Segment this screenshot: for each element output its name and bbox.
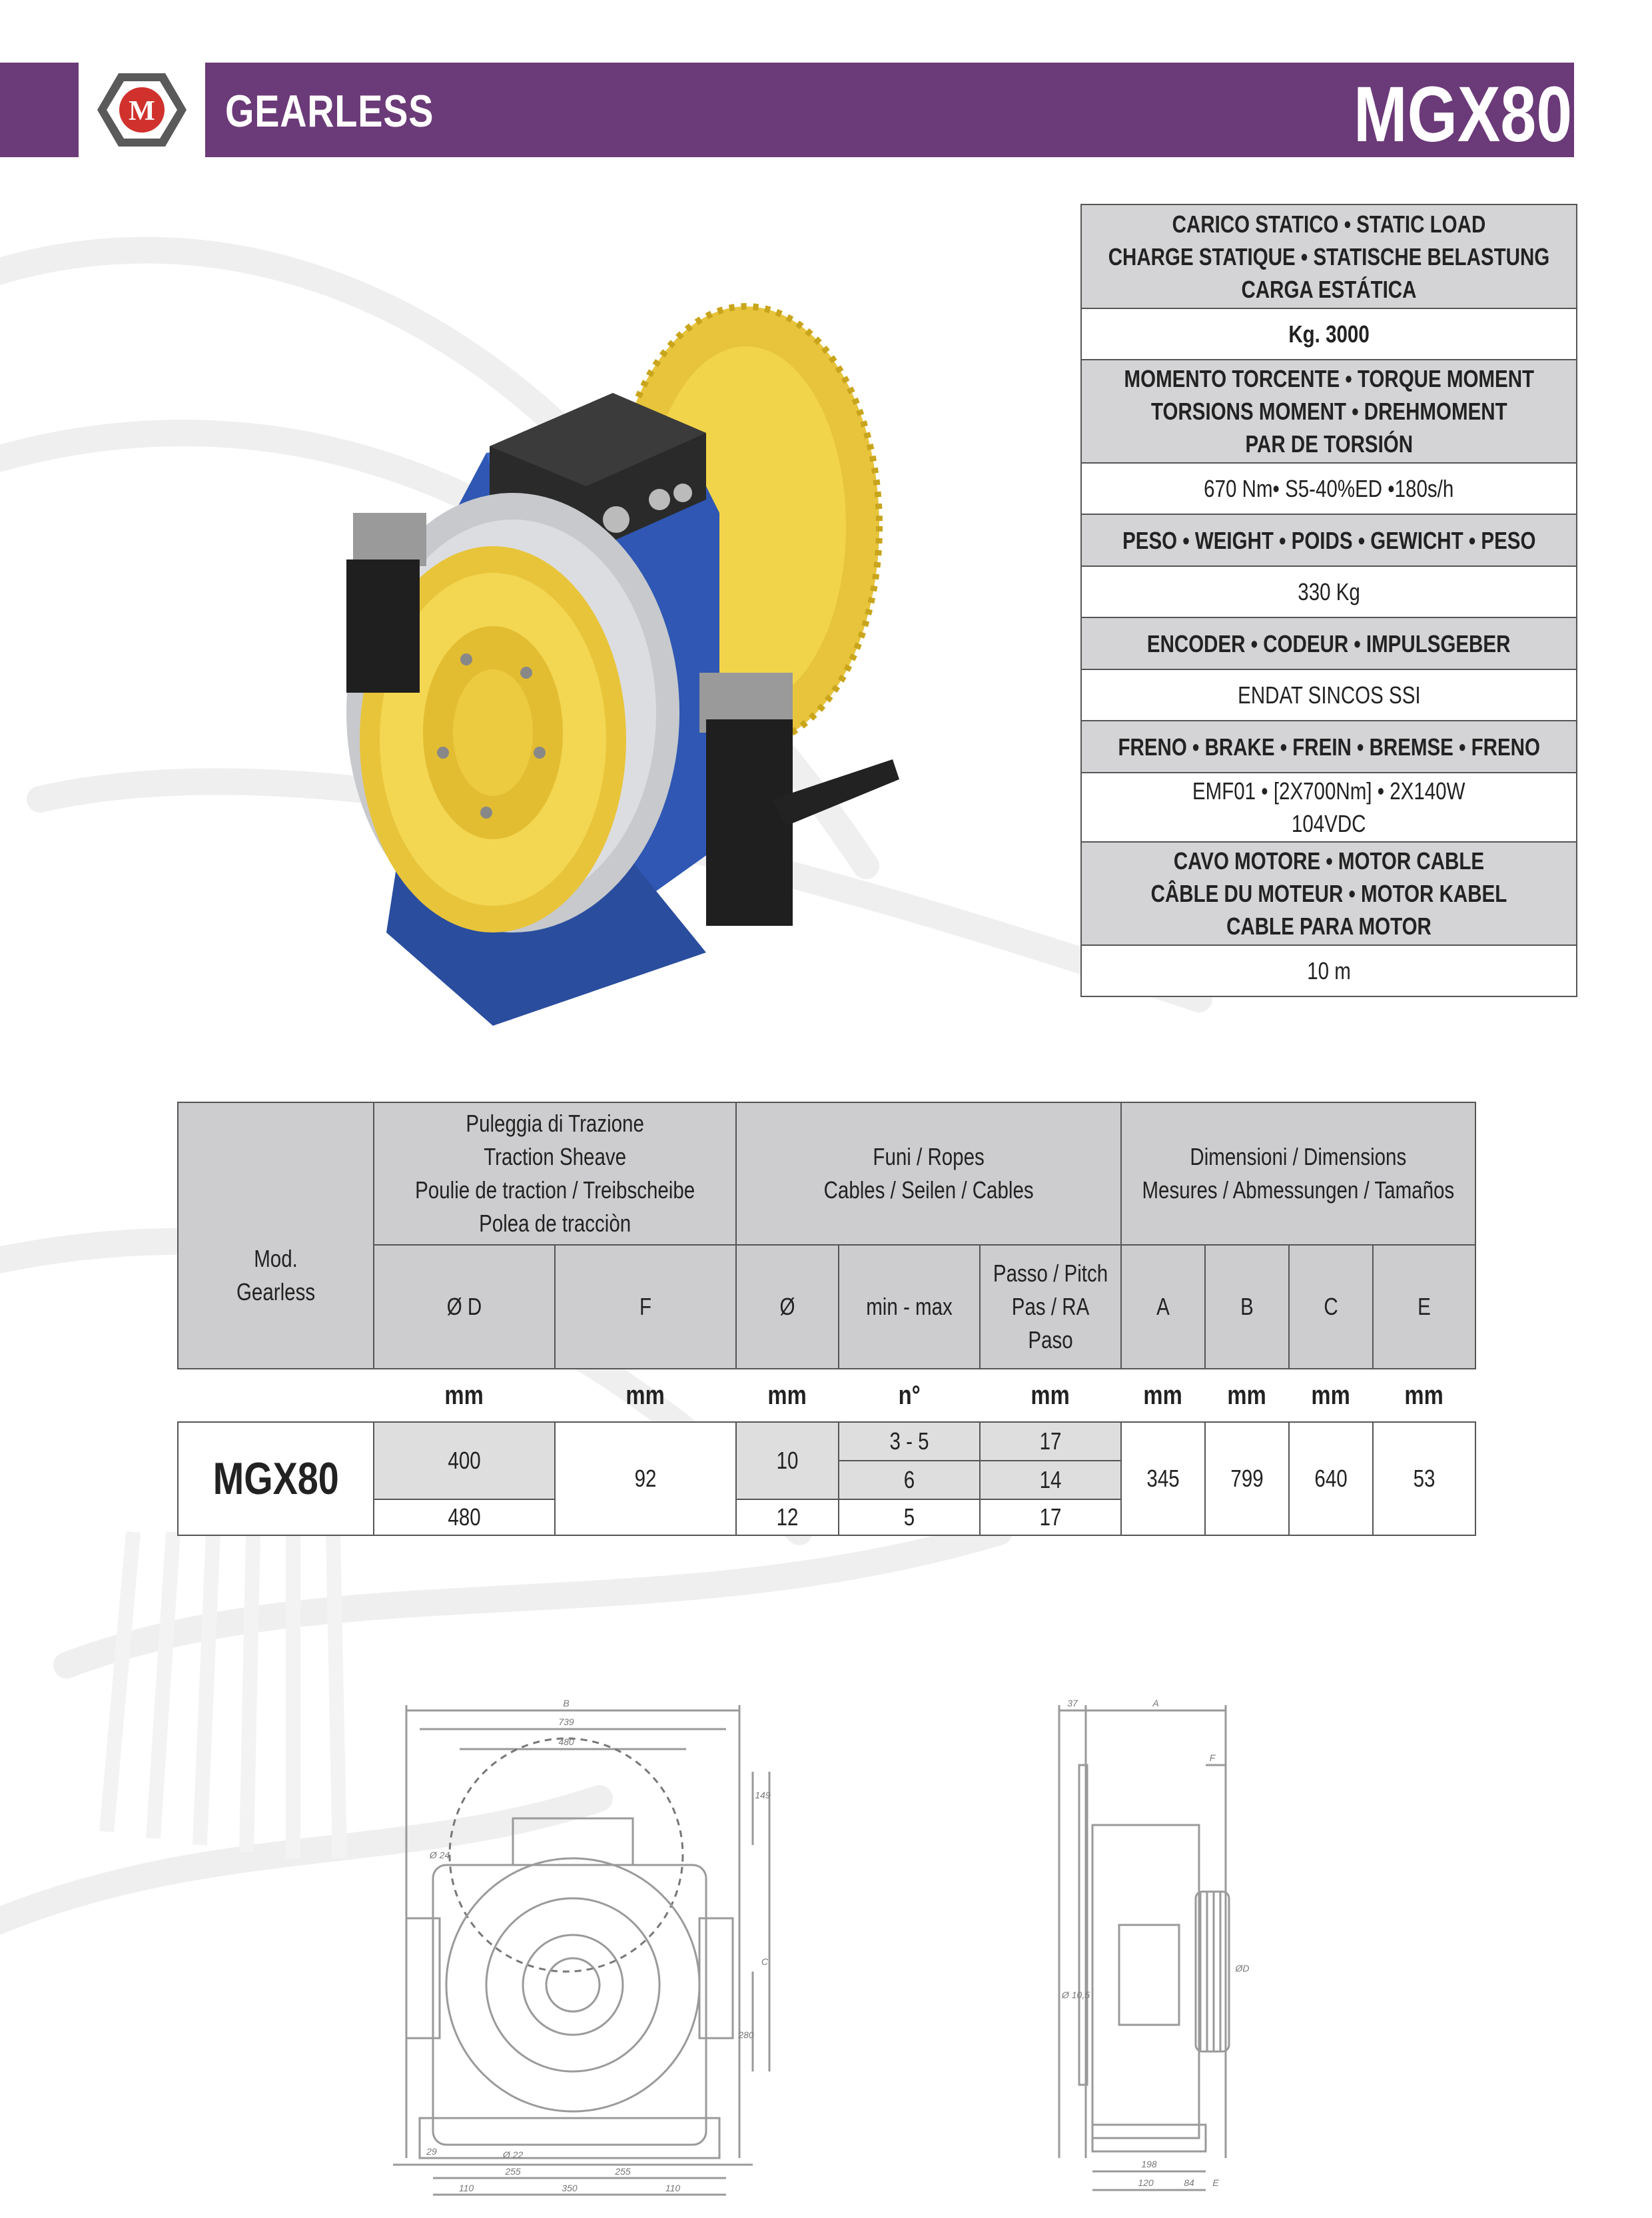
spec-value-weight: 330 Kg [1082, 567, 1576, 618]
drawing-label: B [563, 1698, 570, 1708]
subheader-pitch: Passo / Pitch Pas / RA Paso [979, 1244, 1122, 1369]
cell-min-max-1: 3 - 5 [838, 1421, 981, 1461]
drawing-label: 120 [1138, 2177, 1154, 2188]
unit-c: mm [1311, 1381, 1351, 1410]
cell-min-max-2: 6 [838, 1460, 981, 1500]
subheader-od: Ø D [373, 1244, 556, 1369]
cell-e: 53 [1372, 1421, 1476, 1536]
cell-pitch-1: 17 [979, 1421, 1122, 1461]
spec-label-brake: FRENO • BRAKE • FREIN • BREMSE • FRENO [1082, 721, 1576, 773]
drawing-label: 255 [505, 2166, 521, 2177]
drawing-label: Ø 24 [429, 1850, 450, 1860]
spec-value-brake: EMF01 • [2X700Nm] • 2X140W 104VDC [1082, 773, 1576, 843]
subheader-b: B [1204, 1244, 1290, 1369]
drawing-label: 84 [1184, 2177, 1194, 2188]
drawing-label: E [1212, 2177, 1219, 2188]
subheader-e: E [1372, 1244, 1476, 1369]
drawing-label: 110 [458, 2183, 474, 2193]
drawing-label: 280 [738, 2030, 754, 2040]
unit-e: mm [1404, 1381, 1444, 1410]
drawing-label: ØD [1235, 1963, 1250, 1974]
drawing-label: C [761, 1956, 769, 1967]
unit-b: mm [1227, 1381, 1267, 1410]
drawing-label: Ø 22 [502, 2149, 524, 2160]
unit-od: mm [444, 1381, 484, 1410]
subheader-c: C [1288, 1244, 1374, 1369]
unit-rope-diameter: mm [767, 1381, 807, 1410]
drawing-label: 480 [558, 1736, 574, 1747]
spec-value-encoder: ENDAT SINCOS SSI [1082, 670, 1576, 721]
drawing-label: 110 [665, 2183, 681, 2193]
brand-logo [79, 63, 205, 157]
spec-value-motor-cable: 10 m [1082, 946, 1576, 996]
spec-value-torque: 670 Nm• S5-40%ED •180s/h [1082, 464, 1576, 515]
drawing-label: 29 [426, 2146, 437, 2157]
spec-label-torque: MOMENTO TORCENTE • TORQUE MOMENT TORSIONS MOMENT • DREHMOMENT PAR DE TORSIÓN [1082, 360, 1576, 464]
unit-pitch: mm [1031, 1381, 1070, 1410]
cell-od-2: 480 [373, 1499, 556, 1536]
cell-rope-diameter-2: 12 [735, 1499, 839, 1536]
cell-f: 92 [554, 1421, 737, 1536]
header-mod-gearless: Mod. Gearless [177, 1102, 374, 1369]
drawing-label: 198 [1141, 2159, 1157, 2169]
brand-logo-icon [95, 69, 189, 151]
spec-label-static-load: CARICO STATICO • STATIC LOAD CHARGE STATIQUE • STATISCHE BELASTUNG CARGA ESTÁTICA [1082, 205, 1576, 309]
unit-f: mm [625, 1381, 665, 1410]
cell-min-max-3: 5 [838, 1499, 981, 1536]
spec-label-encoder: ENCODER • CODEUR • IMPULSGEBER [1082, 618, 1576, 670]
cell-pitch-2: 14 [979, 1460, 1122, 1500]
side-technical-drawing [1052, 1692, 1252, 2205]
header-traction-sheave: Puleggia di Trazione Traction Sheave Poulie de traction / Treibscheibe Polea de tracciòn [373, 1102, 737, 1246]
product-image [333, 300, 919, 1039]
subheader-min-max: min - max [838, 1244, 981, 1369]
unit-a: mm [1143, 1381, 1183, 1410]
dimension-table [177, 1102, 1476, 1536]
cell-b: 799 [1204, 1421, 1290, 1536]
page-category: GEARLESS [225, 86, 434, 137]
drawing-label: 739 [558, 1716, 574, 1727]
subheader-a: A [1120, 1244, 1206, 1369]
svg-text:M: M [129, 96, 155, 127]
drawing-label: A [1152, 1698, 1159, 1708]
cell-od-1: 400 [373, 1421, 556, 1500]
spec-value-static-load: Kg. 3000 [1082, 309, 1576, 360]
model-name-cell: MGX80 [177, 1421, 374, 1536]
subheader-f: F [554, 1244, 737, 1369]
cell-pitch-3: 17 [979, 1499, 1122, 1536]
drawing-label: Ø 10,5 [1061, 1990, 1090, 2000]
drawing-label: F [1209, 1752, 1216, 1763]
drawing-label: 37 [1067, 1698, 1078, 1708]
front-technical-drawing [393, 1692, 793, 2205]
spec-label-weight: PESO • WEIGHT • POIDS • GEWICHT • PESO [1082, 515, 1576, 567]
subheader-rope-diameter: Ø [735, 1244, 839, 1369]
drawing-label: 350 [562, 2183, 578, 2193]
spec-table [1080, 204, 1577, 997]
spec-label-motor-cable: CAVO MOTORE • MOTOR CABLE CÂBLE DU MOTEUR • MOTOR KABEL CABLE PARA MOTOR [1082, 843, 1576, 946]
cell-c: 640 [1288, 1421, 1374, 1536]
unit-min-max: n° [898, 1381, 921, 1410]
cell-rope-diameter-1: 10 [735, 1421, 839, 1500]
cell-a: 345 [1120, 1421, 1206, 1536]
drawing-label: 255 [615, 2166, 631, 2177]
header-dimensions: Dimensioni / Dimensions Mesures / Abmessungen / Tamaños [1120, 1102, 1476, 1246]
header-ropes: Funi / Ropes Cables / Seilen / Cables [735, 1102, 1122, 1246]
drawing-label: 149 [755, 1790, 771, 1800]
page-model-title: MGX80 [1353, 71, 1572, 159]
